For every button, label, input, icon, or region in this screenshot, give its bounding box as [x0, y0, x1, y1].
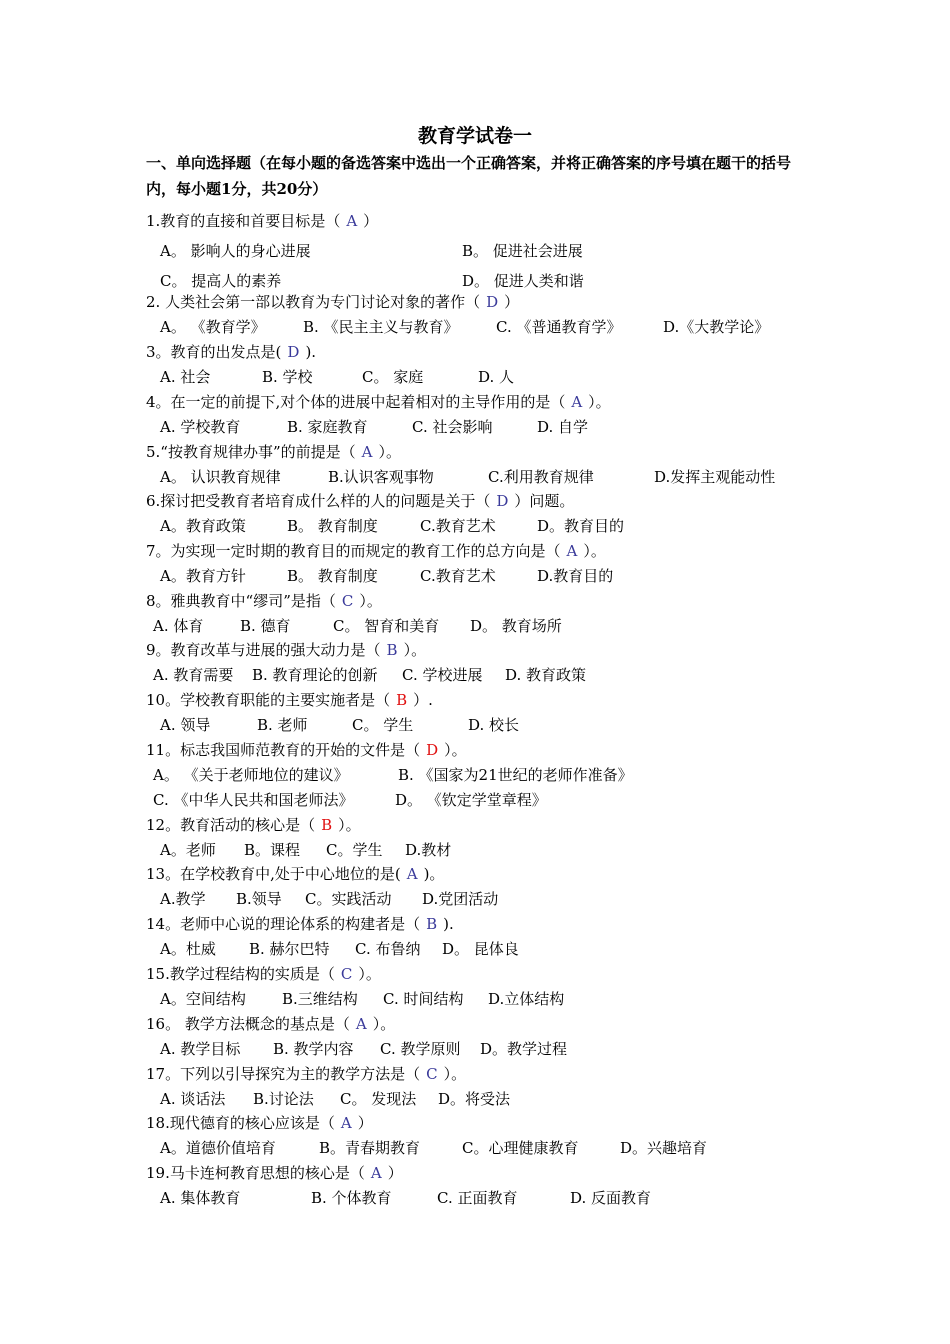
option: D。 昆体良 [442, 940, 519, 958]
question-stem: 10。学校教育职能的主要实施者是（ B ）. [146, 688, 433, 712]
option: A. 集体教育 [160, 1189, 241, 1207]
option: C. 正面教育 [437, 1189, 518, 1207]
option: A. 谈话法 [160, 1090, 226, 1108]
question-stem: 7。为实现一定时期的教育目的而规定的教育工作的总方向是（ A ）。 [146, 539, 606, 563]
answer-mark: A [340, 1114, 352, 1132]
question-stem: 19.马卡连柯教育思想的核心是（ A ） [146, 1161, 403, 1185]
option: A。道德价值培育 [160, 1139, 276, 1157]
option: A。教育方针 [160, 567, 246, 585]
answer-mark: D [426, 741, 439, 759]
question-stem: 6.探讨把受教育者培育成什么样的人的问题是关于（ D ）问题。 [146, 489, 574, 513]
answer-mark: B [386, 641, 398, 659]
option: D。教学过程 [480, 1040, 568, 1058]
option: B. 老师 [257, 716, 308, 734]
option: B. 教育理论的创新 [252, 666, 378, 684]
option: A。杜威 [160, 940, 216, 958]
question-stem: 18.现代德育的核心应该是（ A ） [146, 1111, 373, 1135]
option: A. 教学目标 [160, 1040, 241, 1058]
option: D.立体结构 [488, 990, 565, 1008]
option: C. 布鲁纳 [355, 940, 421, 958]
option: B.讨论法 [253, 1090, 314, 1108]
option: C. 学校进展 [402, 666, 483, 684]
answer-mark: A [361, 443, 373, 461]
option: B.领导 [236, 890, 282, 908]
option: C. 《中华人民共和国老师法》 [153, 791, 354, 809]
option: D.教材 [405, 841, 452, 859]
question-stem: 5.“按教育规律办事”的前提是（ A ）。 [146, 440, 401, 464]
option: D。 促进人类和谐 [462, 272, 584, 290]
option: B。 促进社会进展 [462, 242, 583, 260]
option: A. 领导 [160, 716, 211, 734]
option: B. 学校 [262, 368, 313, 386]
option: C.教育艺术 [420, 517, 496, 535]
question-stem: 3。教育的出发点是( D ). [146, 340, 316, 364]
option: A。老师 [160, 841, 216, 859]
option: A.教学 [160, 890, 206, 908]
option: D。兴趣培育 [620, 1139, 708, 1157]
option: A。空间结构 [160, 990, 246, 1008]
option: D。 教育场所 [470, 617, 562, 635]
answer-mark: D [496, 492, 509, 510]
option: D. 自学 [537, 418, 589, 436]
option: D。教育目的 [537, 517, 625, 535]
option: D. 校长 [468, 716, 520, 734]
option: B。 教育制度 [287, 567, 378, 585]
option: A。 影响人的身心进展 [160, 242, 311, 260]
question-stem: 8。雅典教育中“缪司”是指（ C ）。 [146, 589, 382, 613]
option: D. 教育政策 [505, 666, 587, 684]
answer-mark: C [426, 1065, 438, 1083]
option: C。 家庭 [362, 368, 424, 386]
option: B.三维结构 [282, 990, 358, 1008]
option: A。 认识教育规律 [160, 468, 281, 486]
question-stem: 15.教学过程结构的实质是（ C ）。 [146, 962, 381, 986]
option: C. 教学原则 [380, 1040, 461, 1058]
answer-mark: C [340, 965, 353, 983]
option: D。 《钦定学堂章程》 [395, 791, 547, 809]
option: A. 教育需要 [153, 666, 234, 684]
option: D. 反面教育 [570, 1189, 652, 1207]
question-stem: 16。 教学方法概念的基点是（ A ）。 [146, 1012, 395, 1036]
question-stem: 1.教育的直接和首要目标是（ A ） [146, 209, 378, 233]
option: B.认识客观事物 [328, 468, 434, 486]
option: B。课程 [244, 841, 301, 859]
option: B. 《国家为21世纪的老师作准备》 [398, 766, 633, 784]
option: B. 德育 [240, 617, 291, 635]
option: C。 学生 [352, 716, 414, 734]
question-stem: 2. 人类社会第一部以教育为专门讨论对象的著作（ D ） [146, 290, 519, 314]
question-stem: 11。标志我国师范教育的开始的文件是（ D ）。 [146, 738, 467, 762]
option: C.教育艺术 [420, 567, 496, 585]
option: A。教育政策 [160, 517, 246, 535]
option: C。 智育和美育 [333, 617, 440, 635]
answer-mark: A [406, 865, 418, 883]
option: D.发挥主观能动性 [654, 468, 776, 486]
option: D.《大教学论》 [663, 318, 770, 336]
option: A. 社会 [160, 368, 211, 386]
option: C. 时间结构 [383, 990, 464, 1008]
answer-mark: C [341, 592, 354, 610]
question-stem: 12。教育活动的核心是（ B ）。 [146, 813, 361, 837]
option: C。心理健康教育 [462, 1139, 579, 1157]
option: B. 赫尔巴特 [249, 940, 330, 958]
option: B。青春期教育 [319, 1139, 421, 1157]
option: C. 《普通教育学》 [496, 318, 622, 336]
option: B. 家庭教育 [287, 418, 368, 436]
question-stem: 17。下列以引导探究为主的教学方法是（ C ）。 [146, 1062, 466, 1086]
question-stem: 13。在学校教育中,处于中心地位的是( A )。 [146, 862, 444, 886]
option: C. 社会影响 [412, 418, 493, 436]
answer-mark: B [426, 915, 438, 933]
option: A。 《关于老师地位的建议》 [153, 766, 349, 784]
option: D. 人 [478, 368, 515, 386]
page-title: 教育学试卷一 [417, 125, 532, 147]
option: B。 教育制度 [287, 517, 378, 535]
option: B. 个体教育 [311, 1189, 392, 1207]
option: B. 教学内容 [273, 1040, 354, 1058]
option: C。 提高人的素养 [160, 272, 282, 290]
option: D.党团活动 [422, 890, 499, 908]
option: B. 《民主主义与教育》 [303, 318, 459, 336]
question-stem: 4。在一定的前提下,对个体的进展中起着相对的主导作用的是（ A ）。 [146, 390, 611, 414]
option: D。将受法 [438, 1090, 511, 1108]
answer-mark: B [321, 816, 333, 834]
option: C。学生 [326, 841, 383, 859]
option: C。实践活动 [305, 890, 392, 908]
answer-mark: D [486, 293, 499, 311]
answer-mark: A [346, 212, 358, 230]
question-stem: 14。老师中心说的理论体系的构建者是（ B ). [146, 912, 454, 936]
answer-mark: A [571, 393, 583, 411]
question-stem: 9。教育改革与进展的强大动力是（ B ）。 [146, 638, 426, 662]
section-heading: 一、单向选择题（在每小题的备选答案中选出一个正确答案，并将正确答案的序号填在题干的括号内，每小题1分，共20分） [146, 154, 792, 198]
answer-mark: B [396, 691, 408, 709]
answer-mark: A [370, 1164, 382, 1182]
option: A. 学校教育 [160, 418, 241, 436]
option: A. 体育 [153, 617, 204, 635]
option: C。 发现法 [340, 1090, 417, 1108]
option: D.教育目的 [537, 567, 614, 585]
option: C.利用教育规律 [488, 468, 594, 486]
option: A。 《教育学》 [160, 318, 266, 336]
answer-mark: D [287, 343, 300, 361]
answer-mark: A [355, 1015, 367, 1033]
answer-mark: A [566, 542, 578, 560]
